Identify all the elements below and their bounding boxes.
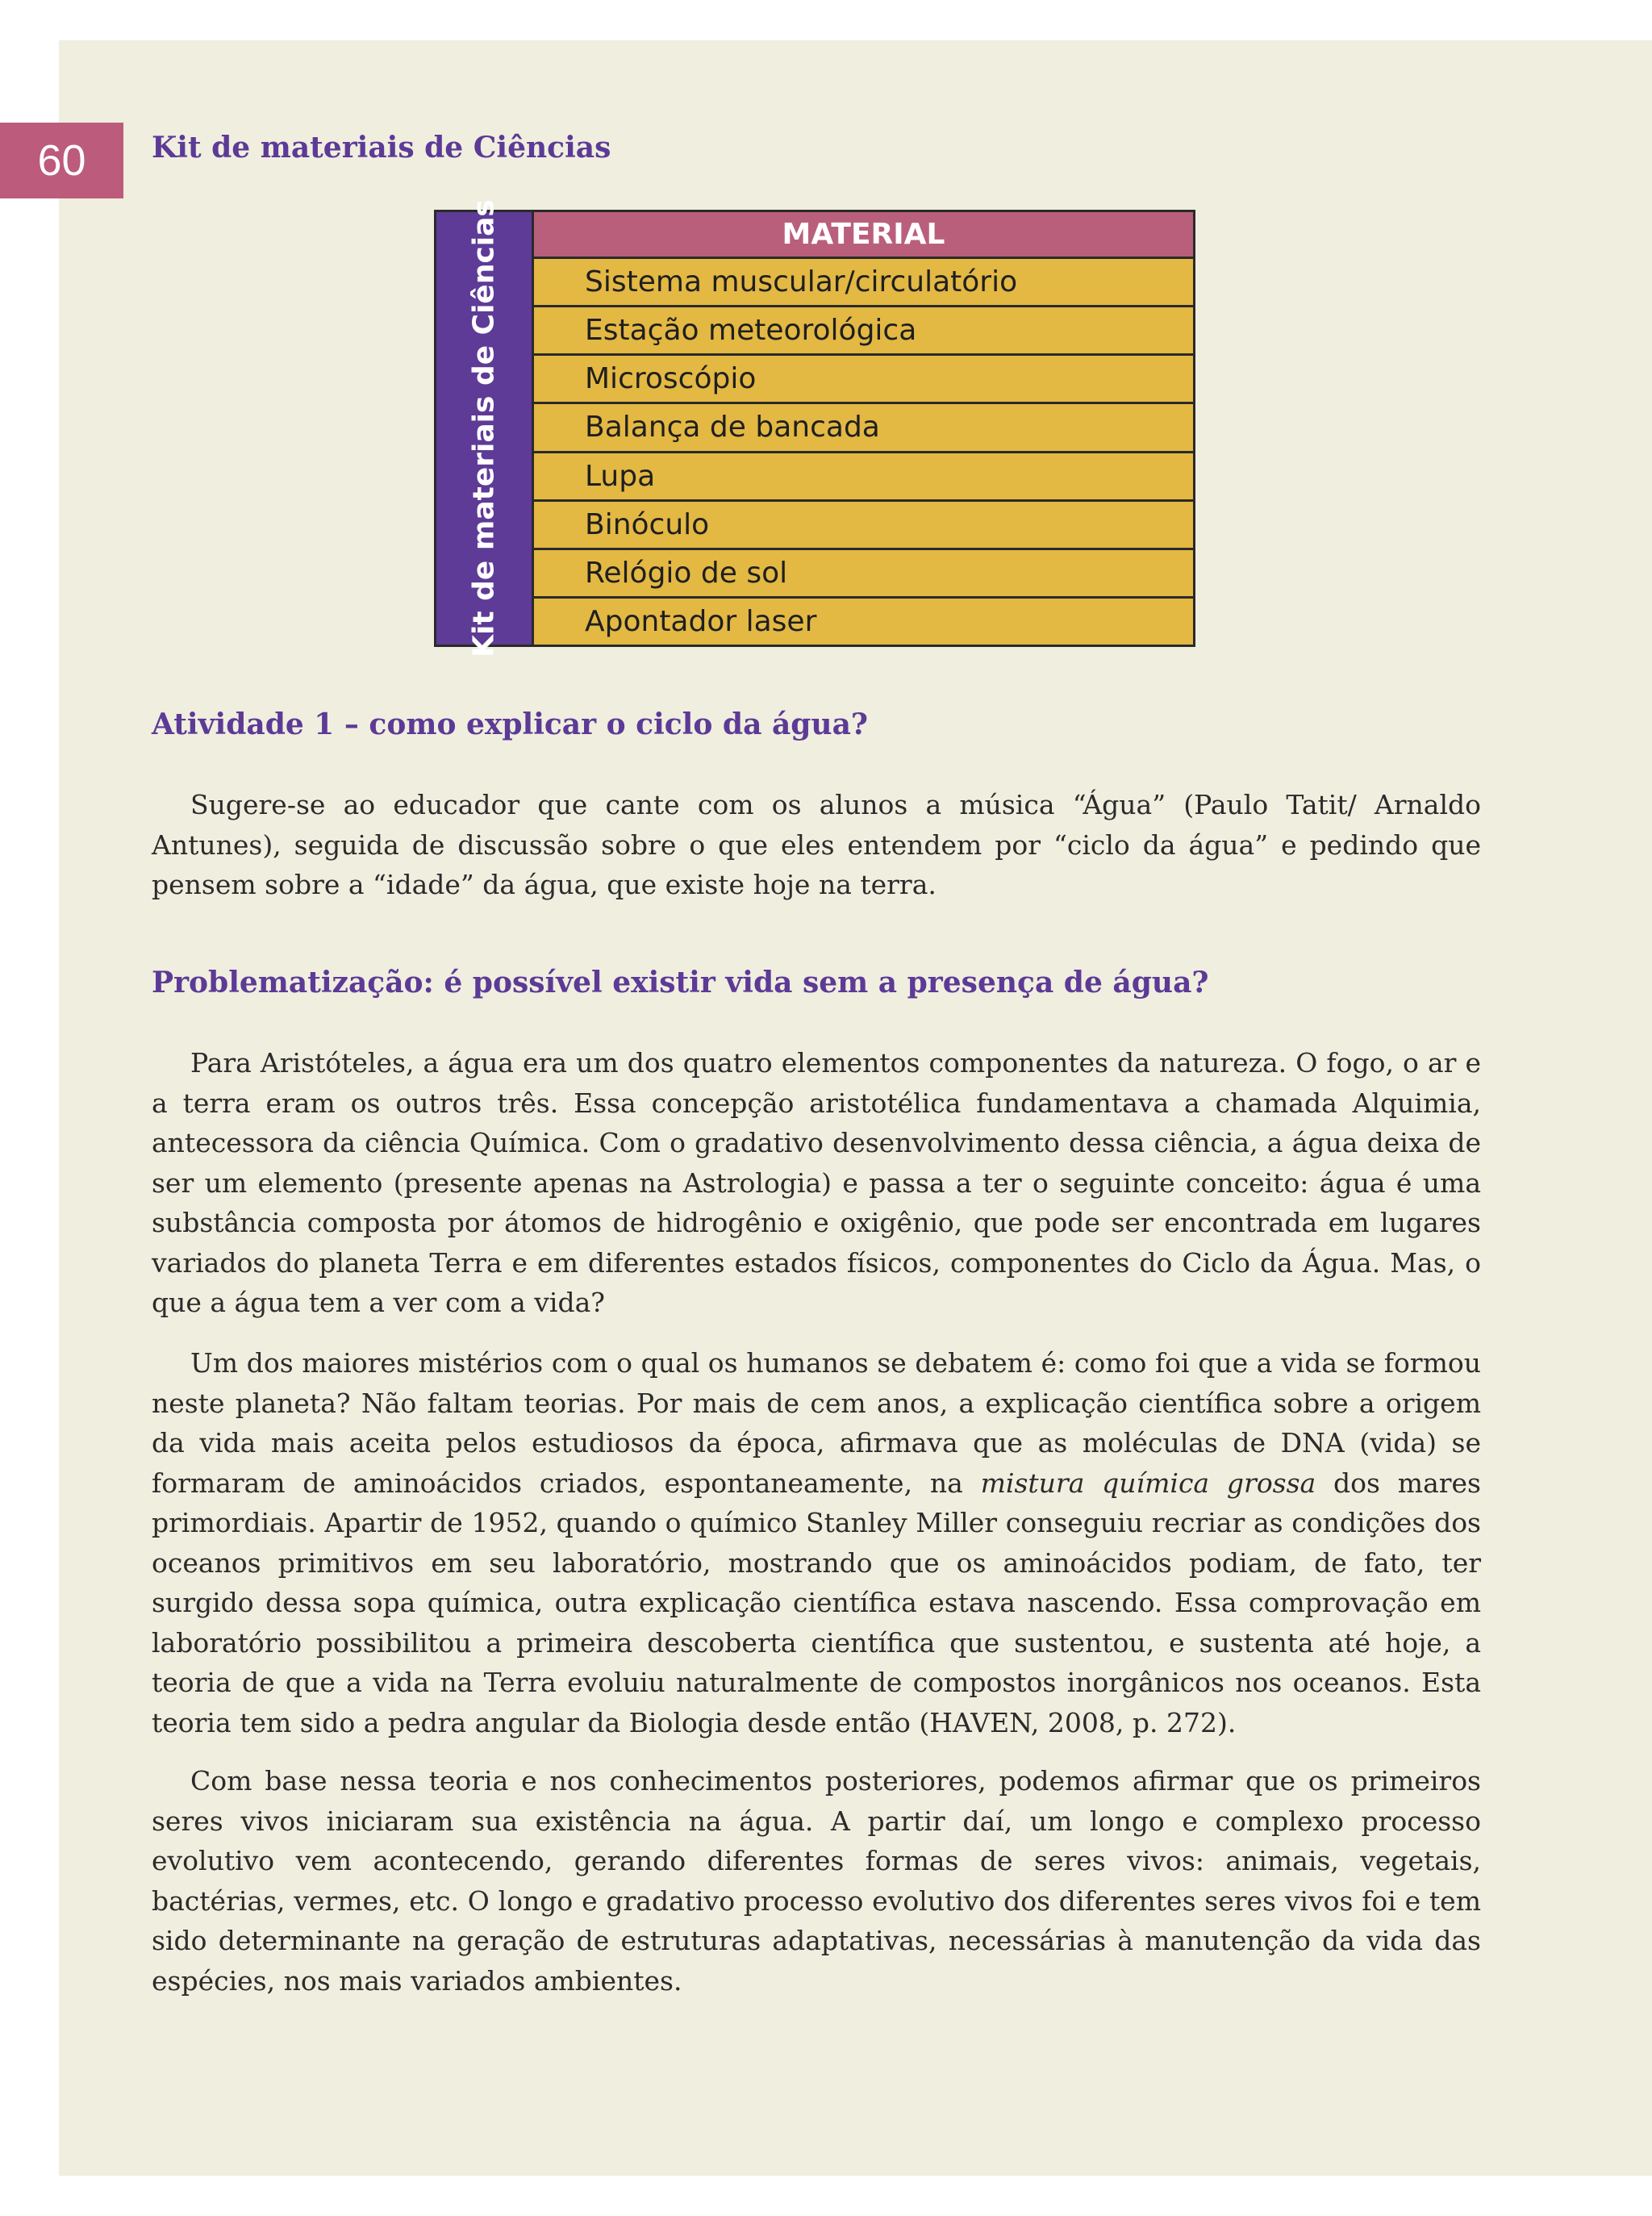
table-row: Relógio de sol xyxy=(534,550,1193,599)
section-header-title: Kit de materiais de Ciências xyxy=(152,131,611,165)
table-header-material: MATERIAL xyxy=(534,212,1193,259)
table-side-label: Kit de materiais de Ciências xyxy=(467,199,501,657)
table-row: Apontador laser xyxy=(534,599,1193,645)
paragraph-2-text-end: dos mares primordiais. Apartir de 1952, quando o químico Stanley Miller conseguiu recriar as condições dos oceanos primitivos em seu laboratório, mostrando que os aminoácidos podiam, de fato, ter surgido dessa sopa química, outra explicação científica estava nascendo. Essa comprovação em laboratório possibilitou a primeira descoberta científica que sustentou, e sustenta até hoje, a teoria de que a vida na Terra evoluiu naturalmente de compostos inorgânicos nos oceanos. Esta teoria tem sido a pedra angular da Biologia desde então (HAVEN, 2008, p. 272). xyxy=(152,1467,1481,1738)
table-side-label-cell xyxy=(436,199,534,657)
body-paragraph-1: Para Aristóteles, a água era um dos quatro elementos componentes da natureza. O fogo, o ar e a terra eram os outros três. Essa concepção aristotélica fundamentava a chamada Alquimia, antecessora da ciência Química. Com o gradativo desenvolvimento dessa ciência, a água deixa de ser um elemento (presente apenas na Astrologia) e passa a ter o seguinte conceito: água é uma substância composta por átomos de hidrogênio e oxigênio, que pode ser encontrada em lugares variados do planeta Terra e em diferentes estados físicos, componentes do Ciclo da Água. Mas, o que a água tem a ver com a vida? xyxy=(152,1047,1481,1318)
paragraph-2-text-start: Um dos maiores mistérios com o qual os humanos se debatem é: como foi que a vida se formou neste planeta? Não faltam teorias. Por mais de cem anos, a explicação científica sobre a origem da vida mais aceita pelos estudiosos da época, afirmava que as moléculas de DNA (vida) se formaram de aminoácidos criados, espontaneamente, na xyxy=(152,1347,1481,1499)
table-row: Balança de bancada xyxy=(534,404,1193,453)
materials-table xyxy=(434,199,1195,657)
page-number: 60 xyxy=(0,123,123,198)
activity-1-paragraph: Sugere-se ao educador que cante com os alunos a música “Água” (Paulo Tatit/ Arnaldo Antunes), seguida de discussão sobre o que eles entendem por “ciclo da água” e pedindo que pensem sobre a “idade” da água, que existe hoje na terra. xyxy=(152,789,1481,900)
problematization-title: Problematização: é possível existir vida sem a presença de água? xyxy=(152,966,1209,999)
table-row: Estação meteorológica xyxy=(534,307,1193,356)
table-row: Lupa xyxy=(534,453,1193,502)
activity-1-title: Atividade 1 – como explicar o ciclo da água? xyxy=(152,707,869,741)
table-row: Microscópio xyxy=(534,356,1193,404)
table-row: Sistema muscular/circulatório xyxy=(534,259,1193,307)
body-paragraph-3: Com base nessa teoria e nos conhecimentos posteriores, podemos afirmar que os primeiros seres vivos iniciaram sua existência na água. A partir daí, um longo e complexo processo evolutivo vem acontecendo, gerando diferentes formas de seres vivos: animais, vegetais, bactérias, vermes, etc. O longo e gradativo processo evolutivo dos diferentes seres vivos foi e tem sido determinante na geração de estruturas adaptativas, necessárias à manutenção da vida das espécies, nos mais variados ambientes. xyxy=(152,1765,1481,1997)
table-row: Binóculo xyxy=(534,502,1193,550)
table-main-column xyxy=(534,212,1193,645)
paragraph-2-italic-phrase: mistura química grossa xyxy=(980,1467,1316,1499)
body-paragraph-2 xyxy=(152,1343,1481,1742)
